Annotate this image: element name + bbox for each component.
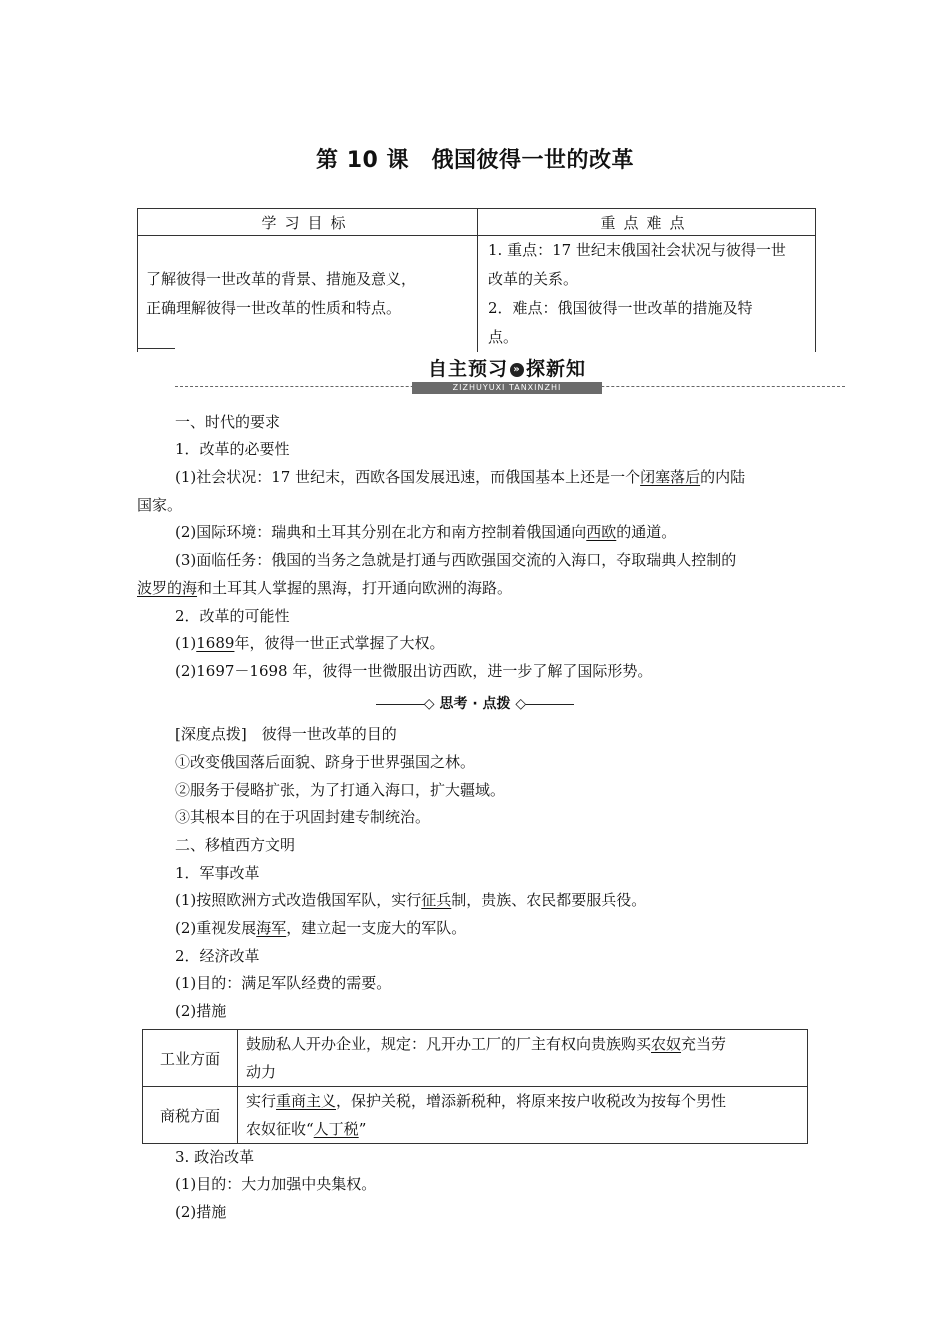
measure-value: 实行重商主义，保护关税，增添新税种，将原来按户收税改为按每个男性 农奴征收“人丁税”	[238, 1087, 808, 1144]
paragraph: (1)按照欧洲方式改造俄国军队，实行征兵制，贵族、农民都要服兵役。	[175, 891, 647, 909]
goals-right-line: 1. 重点：17 世纪末俄国社会状况与彼得一世	[488, 241, 786, 259]
banner-text-b: 探新知	[526, 358, 587, 380]
banner-text-a: 自主预习	[427, 358, 508, 380]
paragraph: (2)重视发展海军，建立起一支庞大的军队。	[175, 919, 467, 937]
subheading: 1．军事改革	[175, 864, 260, 882]
goals-left-cell	[138, 236, 478, 353]
goals-left-line: 了解彼得一世改革的背景、措施及意义，	[146, 270, 417, 288]
paragraph: 国家。	[137, 496, 183, 514]
paragraph: (2)措施	[175, 1203, 227, 1221]
think-heading: [深度点拨] 彼得一世改革的目的	[175, 725, 397, 743]
think-item: ②服务于侵略扩张，为了打通入海口，扩大疆域。	[175, 781, 506, 799]
goals-left-line: 正确理解彼得一世改革的性质和特点。	[146, 299, 402, 317]
goals-right-line: 2．难点：俄国彼得一世改革的措施及特	[488, 299, 753, 317]
paragraph: (2)措施	[175, 1002, 227, 1020]
underlined-answer: 1689	[196, 634, 235, 652]
underlined-answer: 征兵	[421, 891, 452, 909]
measure-key: 商税方面	[143, 1087, 238, 1144]
subheading: 2．经济改革	[175, 947, 260, 965]
chevron-right-icon: »	[510, 363, 524, 377]
paragraph: (3)面临任务：俄国的当务之急就是打通与西欧强国交流的入海口，夺取瑞典人控制的	[175, 551, 737, 569]
subheading: 3. 政治改革	[175, 1148, 255, 1166]
underlined-answer: 重商主义	[276, 1092, 337, 1110]
underlined-answer: 波罗的海	[137, 579, 198, 597]
diamond-icon: ◇	[515, 696, 527, 712]
goals-right-line: 点。	[488, 328, 519, 346]
think-item: ①改变俄国落后面貌、跻身于世界强国之林。	[175, 753, 476, 771]
goals-header-right: 重点难点	[478, 209, 816, 236]
underlined-answer: 人丁税	[313, 1120, 359, 1138]
section-banner	[412, 356, 602, 394]
paragraph: (1)目的：满足军队经费的需要。	[175, 974, 392, 992]
paragraph: 波罗的海和土耳其人掌握的黑海，打开通向欧洲的海路。	[137, 579, 513, 597]
banner-subtitle: ZIZHUYUXI TANXINZHI	[412, 382, 602, 394]
economic-measures-table	[142, 1029, 808, 1144]
underlined-answer: 西欧	[586, 523, 617, 541]
subheading: 1．改革的必要性	[175, 440, 290, 458]
diamond-icon: ◇	[423, 696, 435, 712]
goals-bottom-rule	[137, 348, 175, 349]
measure-key: 工业方面	[143, 1030, 238, 1087]
goals-right-cell	[478, 236, 816, 353]
paragraph: (2)1697－1698 年，彼得一世微服出访西欧，进一步了解了国际形势。	[175, 662, 653, 680]
underlined-answer: 农奴	[651, 1035, 682, 1053]
page-title: 第 10 课 俄国彼得一世的改革	[316, 148, 634, 173]
underlined-answer: 闭塞落后	[640, 468, 701, 486]
section-heading: 二、移植西方文明	[175, 836, 296, 854]
paragraph: (2)国际环境：瑞典和土耳其分别在北方和南方控制着俄国通向西欧的通道。	[175, 523, 677, 541]
think-divider: ◇ 思考 · 点拨 ◇	[0, 693, 950, 713]
goals-header-left: 学习目标	[138, 209, 478, 236]
measure-value: 鼓励私人开办企业，规定：凡开办工厂的厂主有权向贵族购买农奴充当劳 动力	[238, 1030, 808, 1087]
paragraph: (1)目的：大力加强中央集权。	[175, 1175, 377, 1193]
section-heading: 一、时代的要求	[175, 413, 281, 431]
paragraph: (1)社会状况：17 世纪末，西欧各国发展迅速，而俄国基本上还是一个闭塞落后的内陆	[175, 468, 746, 486]
paragraph: (1)1689年，彼得一世正式掌握了大权。	[175, 634, 445, 652]
learning-goals-table	[137, 208, 816, 352]
subheading: 2．改革的可能性	[175, 607, 290, 625]
underlined-answer: 海军	[256, 919, 287, 937]
goals-right-line: 改革的关系。	[488, 270, 579, 288]
think-item: ③其根本目的在于巩固封建专制统治。	[175, 808, 431, 826]
